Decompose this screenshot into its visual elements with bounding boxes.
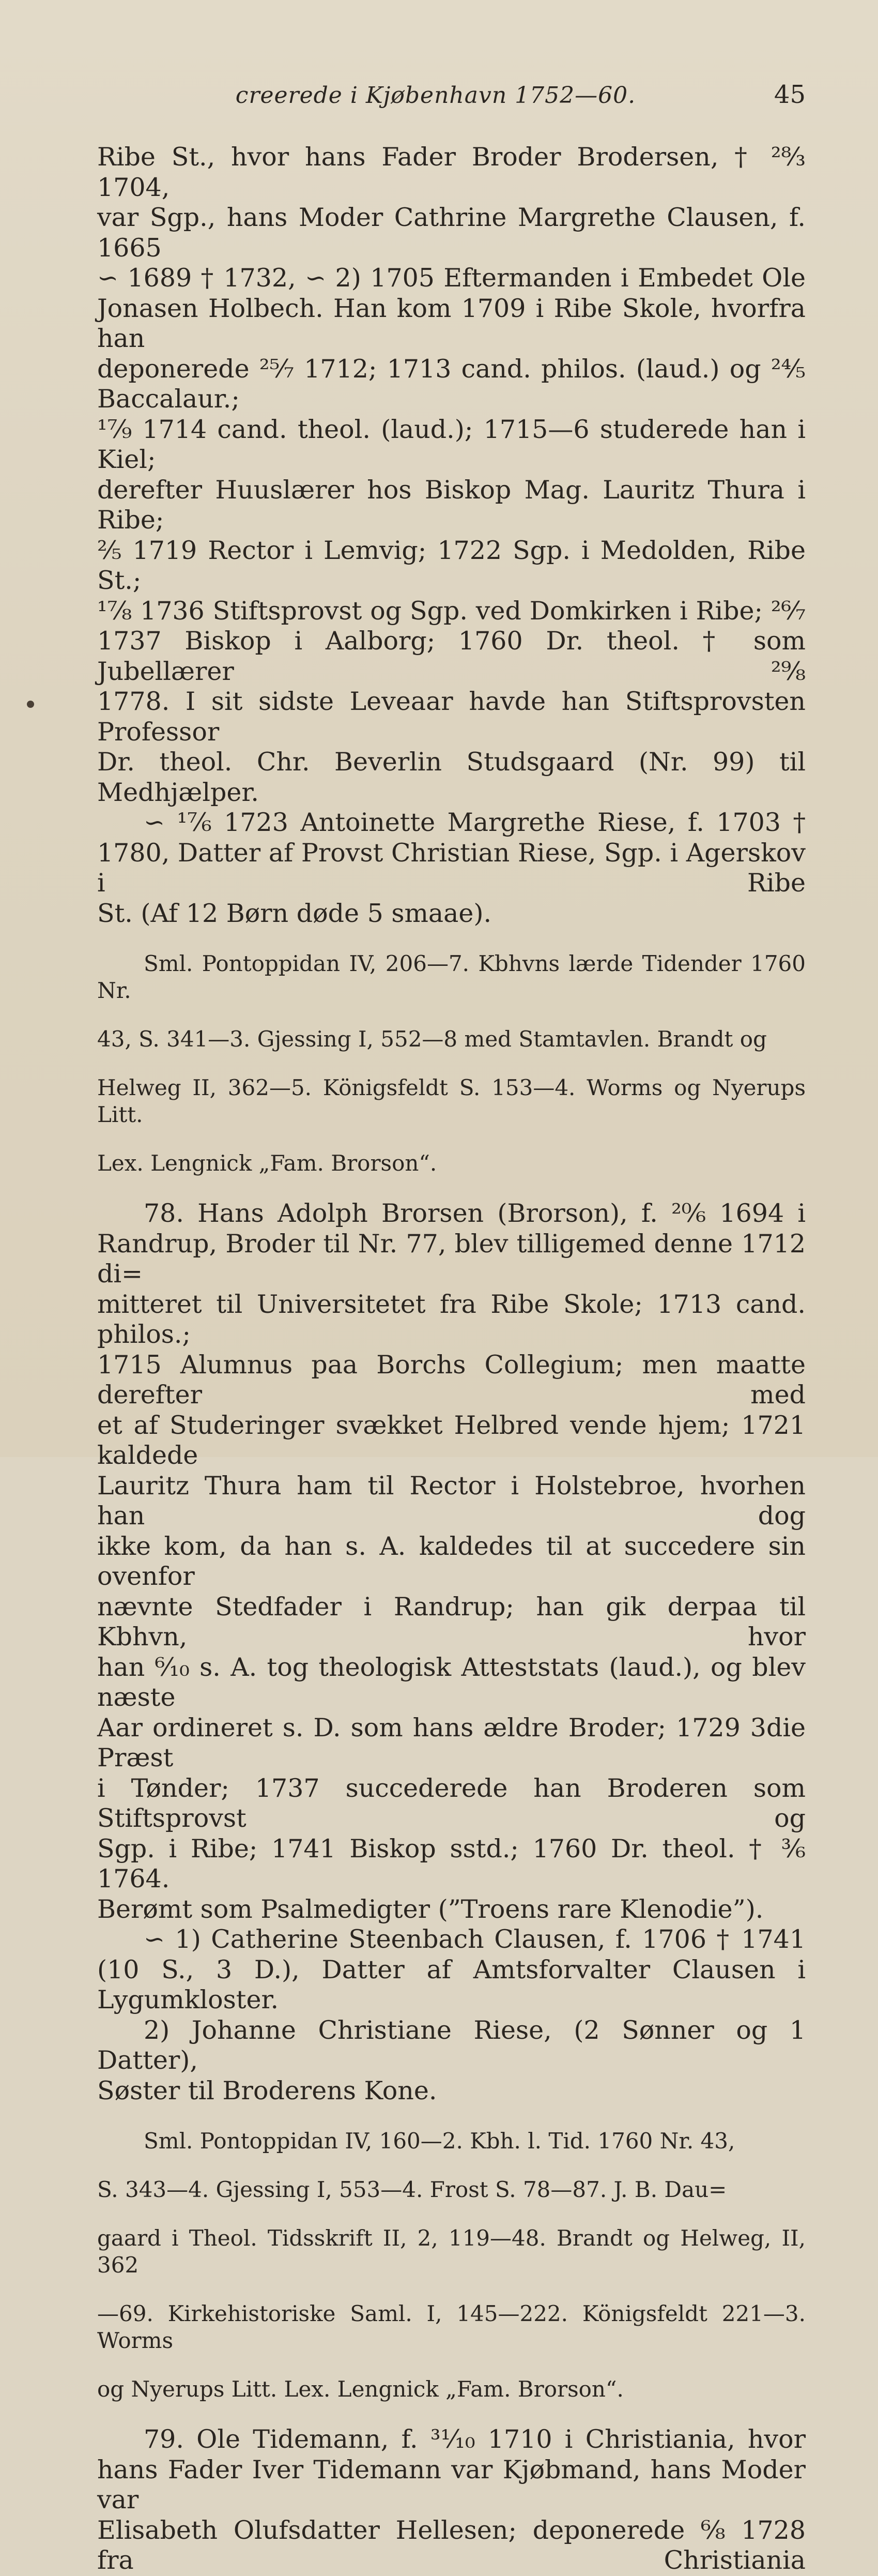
- text-line: Helweg II, 362—5. Königsfeldt S. 153—4. Worms og Nyerups Litt.: [97, 1075, 806, 1127]
- entry-77-continuation: [97, 142, 806, 929]
- running-title: creerede i Kjøbenhavn 1752—60.: [235, 82, 636, 109]
- entry-79: [97, 2425, 806, 2576]
- ink-spot: [27, 701, 34, 708]
- text-line: deponerede ²⁵⁄₇ 1712; 1713 cand. philos. (laud.) og ²⁴⁄₅ Baccalaur.;: [97, 354, 806, 414]
- text-line: (10 S., 3 D.), Datter af Amtsforvalter Clausen i Lygumkloster.: [97, 1954, 806, 2014]
- text-line: Elisabeth Olufsdatter Hellesen; deponerede ⁶⁄₈ 1728 fra Christiania: [97, 2515, 806, 2575]
- text-line: S. 343—4. Gjessing I, 553—4. Frost S. 78—87. J. B. Dau=: [97, 2177, 727, 2202]
- text-line: 2) Johanne Christiane Riese, (2 Sønner og 1 Datter),: [97, 2015, 806, 2075]
- text-line: Lauritz Thura ham til Rector i Holstebroe, hvorhen han dog: [97, 1471, 806, 1531]
- text-line: 43, S. 341—3. Gjessing I, 552—8 med Stamtavlen. Brandt og: [97, 1026, 767, 1052]
- text-line: hans Fader Iver Tidemann var Kjøbmand, hans Moder var: [97, 2454, 806, 2514]
- text-line: ∽ ¹⁷⁄₆ 1723 Antoinette Margrethe Riese, f. 1703 †: [144, 808, 806, 837]
- references-78: [97, 2128, 806, 2403]
- text-line: Aar ordineret s. D. som hans ældre Broder; 1729 3die Præst: [97, 1713, 806, 1772]
- text-line: ¹⁷⁄₈ 1736 Stiftsprovst og Sgp. ved Domkirken i Ribe; ²⁶⁄₇: [97, 596, 806, 626]
- text-line: Jonasen Holbech. Han kom 1709 i Ribe Skole, hvorfra han: [97, 293, 806, 353]
- page-number: 45: [774, 80, 806, 109]
- text-line: 1778. I sit sidste Leveaar havde han Stiftsprovsten Professor: [97, 687, 806, 747]
- text-line: han ⁶⁄₁₀ s. A. tog theologisk Atteststats (laud.), og blev næste: [97, 1652, 806, 1712]
- text-line: —69. Kirkehistoriske Saml. I, 145—222. Königsfeldt 221—3. Worms: [97, 2301, 806, 2353]
- text-line: St. (Af 12 Børn døde 5 smaae).: [97, 898, 492, 928]
- text-line: var Sgp., hans Moder Cathrine Margrethe Clausen, f. 1665: [97, 203, 806, 263]
- text-line: ikke kom, da han s. A. kaldedes til at succedere sin ovenfor: [97, 1531, 806, 1591]
- text-line: Berømt som Psalmedigter (”Troens rare Klenodie”).: [97, 1894, 764, 1924]
- text-line: Ribe St., hvor hans Fader Broder Brodersen, † ²⁸⁄₃ 1704,: [97, 142, 806, 202]
- references-77: [97, 950, 806, 1177]
- text-line: gaard i Theol. Tidsskrift II, 2, 119—48. Brandt og Helweg, II, 362: [97, 2225, 806, 2278]
- text-line: ¹⁷⁄₉ 1714 cand. theol. (laud.); 1715—6 studerede han i Kiel;: [97, 414, 806, 474]
- text-line: derefter Huuslærer hos Biskop Mag. Lauritz Thura i Ribe;: [97, 475, 806, 535]
- text-line: 79. Ole Tidemann, f. ³¹⁄₁₀ 1710 i Christiania, hvor: [144, 2425, 806, 2454]
- text-line: i Tønder; 1737 succederede han Broderen som Stiftsprovst og: [97, 1773, 806, 1833]
- text-line: nævnte Stedfader i Randrup; han gik derpaa til Kbhvn, hvor: [97, 1592, 806, 1651]
- text-line: Sml. Pontoppidan IV, 206—7. Kbhvns lærde Tidender 1760 Nr.: [97, 951, 806, 1003]
- text-line: Sml. Pontoppidan IV, 160—2. Kbh. l. Tid. 1760 Nr. 43,: [144, 2128, 735, 2154]
- text-line: og Nyerups Litt. Lex. Lengnick „Fam. Brorson“.: [97, 2376, 624, 2402]
- text-line: ∽ 1) Catherine Steenbach Clausen, f. 1706 † 1741: [144, 1925, 806, 1954]
- text-line: Søster til Broderens Kone.: [97, 2075, 437, 2105]
- text-line: Lex. Lengnick „Fam. Brorson“.: [97, 1150, 437, 1176]
- entry-78: [97, 1199, 806, 2106]
- text-line: 78. Hans Adolph Brorsen (Brorson), f. ²⁰⁄₆ 1694 i: [144, 1199, 806, 1228]
- text-line: mitteret til Universitetet fra Ribe Skole; 1713 cand. philos.;: [97, 1289, 806, 1349]
- text-line: 1715 Alumnus paa Borchs Collegium; men maatte derefter med: [97, 1350, 806, 1410]
- text-line: Dr. theol. Chr. Beverlin Studsgaard (Nr. 99) til Medhjælper.: [97, 747, 806, 807]
- text-line: Randrup, Broder til Nr. 77, blev tilligemed denne 1712 di=: [97, 1229, 806, 1289]
- text-line: 1737 Biskop i Aalborg; 1760 Dr. theol. † som Jubellærer ²⁹⁄₈: [97, 626, 806, 686]
- text-line: et af Studeringer svækket Helbred vende hjem; 1721 kaldede: [97, 1410, 806, 1470]
- text-line: 1780, Datter af Provst Christian Riese, Sgp. i Agerskov i Ribe: [97, 838, 806, 898]
- text-line: Sgp. i Ribe; 1741 Biskop sstd.; 1760 Dr. theol. † ³⁄₆ 1764.: [97, 1833, 806, 1893]
- text-line: ²⁄₅ 1719 Rector i Lemvig; 1722 Sgp. i Medolden, Ribe St.;: [97, 535, 806, 595]
- page-header: [97, 80, 806, 111]
- text-line: ∽ 1689 † 1732, ∽ 2) 1705 Eftermanden i Embedet Ole: [97, 263, 806, 293]
